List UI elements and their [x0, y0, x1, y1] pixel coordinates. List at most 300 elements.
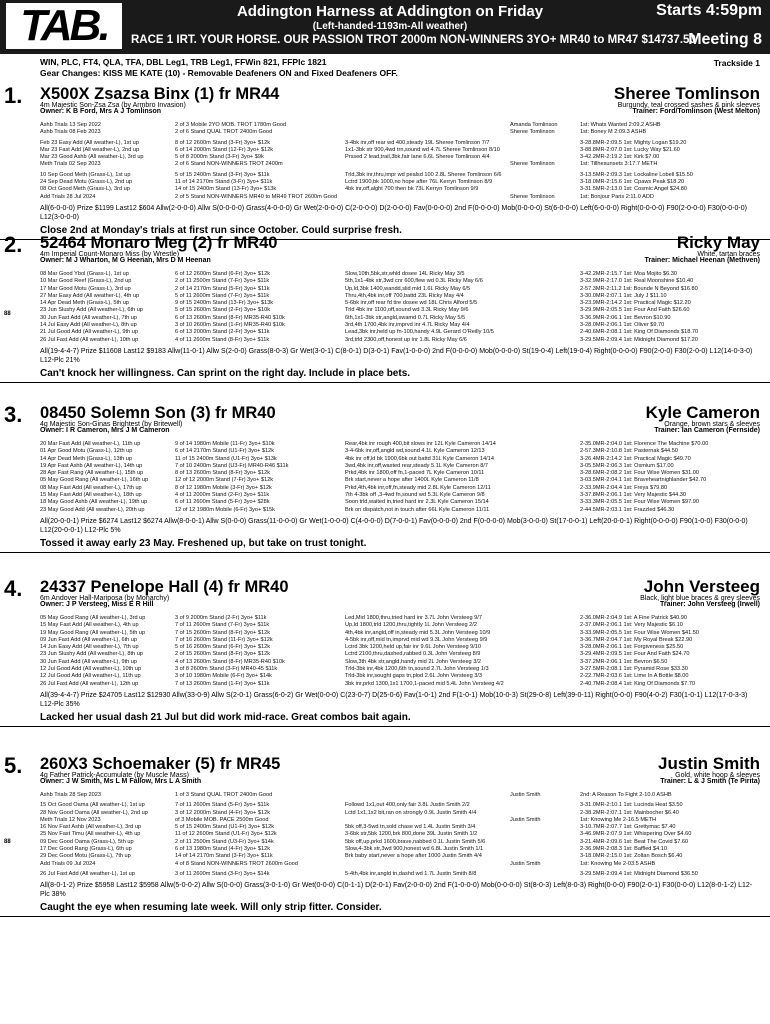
- form-run-comment: Up,ld,3bk 1400,wandd,slid mid 1.6L Ricky May 6/5: [345, 285, 471, 292]
- form-run-comment: Prkd,4th,4bk inr,off,fn,steady mid 2.8L Kyle Cameron 12/11: [345, 484, 491, 491]
- form-run-comment: Trld,3bk inr,thru,impr wd pealsd 100 2.8L Sheree Tomlinson 6/6: [345, 171, 502, 178]
- form-meeting: 12 Jul Good Add (All weather-L), 11th up: [40, 673, 141, 680]
- form-meeting: 30 Jun Fast Add (All weather-L), 7th up: [40, 314, 138, 321]
- form-run-comment: 6th,1x1-3bk str,angld,swamd 0.7L Ricky May 5/5: [345, 314, 466, 321]
- form-meeting: 25 Nov Fast Timu (All weather-L), 4th up: [40, 831, 141, 838]
- form-row: [40, 329, 770, 336]
- runner-number: 4.: [4, 576, 23, 601]
- form-run-comment: 5bk off,up,prkd 1600,brave,nabbed 0.1L Justin Smith 5/6: [345, 838, 486, 845]
- form-row: [40, 615, 770, 622]
- bet-types: WIN, PLC, FT4, QLA, TFA, DBL Leg1, TRB Leg1, FFWin 821, FFPlc 1821: [40, 57, 327, 67]
- breeding: 4m Imperial Count-Monaro Miss (by Wrestle): [40, 251, 180, 258]
- form-placing: 4 of 8 Stand NON-WINNERS TROT 2600m Good: [175, 860, 298, 867]
- career-stats: All(8-0-1-2) Prize $5958 Last12 $5958 Allw(5-0-0-2) Allw S(0-0-0) Grass(3-0-1-0) Gr Wet(0-0-0) C(0-1-1) D(2-0-1) Fav(2-0-0-0) 2nd F(1-0-0-0) Mob(0-0-0-0) St(8-0-3) Left(8-0-3) Right(0-0-0) F90(2-0-1) F30(0-0-0) L12(8-0-1-2) L12-Plc 38%: [40, 882, 753, 899]
- form-run-comment: Prssed 2 lead,trail,3bk,fair lane 6.6L Sheree Tomlinson 4/4: [345, 154, 490, 161]
- form-row: [40, 463, 770, 470]
- form-run-comment: Slow,4-3bk str,3wd 900,honest wd 6.8L Justin Smith 1/1: [345, 846, 484, 853]
- divider: [0, 382, 770, 383]
- form-run-comment: Brk baby start,never a hope after 1000 Justin Smith 4/4: [345, 853, 482, 860]
- trainer: Trainer: Michael Heenan (Methven): [644, 257, 760, 264]
- form-time-winner: 3-28.0MR-2:06.1 1st: Oliver $9.70: [580, 322, 665, 329]
- form-driver: Sheree Tomlinson: [510, 129, 555, 136]
- form-placing: of 3 Mobile MOB. PACE 2500m Good: [175, 816, 269, 823]
- form-run-comment: 4th,4bk inr,angld,off in,steady mid 5.3L John Versteeg 10/9: [345, 629, 491, 636]
- form-placing: 3 of 11 2600m Stand (3-Fr) 3yo+ $14k: [175, 870, 270, 877]
- runner-name: 24337 Penelope Hall (4) fr MR40: [40, 578, 289, 596]
- form-run-comment: 4-5bk inr,off,mid tn,imprvd mid wd 9.3L John Versteeg 9/9: [345, 636, 488, 643]
- runner-number: 2.: [4, 232, 23, 257]
- form-run-comment: Followd 1x1,out 400,only fair 3.8L Justin Smith 2/2: [345, 802, 470, 809]
- form-time-winner: 3-33.9MR-2:05.5 1st: Four Wise Women $41.50: [580, 629, 699, 636]
- owner: Owner: J P Versteeg, Miss E R Hill: [40, 601, 154, 608]
- form-meeting: Add Trials 09 Jul 2024: [40, 860, 96, 867]
- form-row: [40, 322, 770, 329]
- owner: Owner: M J Wharton, M G Heenan, Mrs D M Heenan: [40, 257, 211, 264]
- form-row: [40, 802, 770, 809]
- form-meeting: Feb 23 Easy Add (All weather-L), 1st up: [40, 139, 139, 146]
- form-marker: 88: [4, 839, 11, 846]
- form-time-winner: 3-42.2MR-2:15.7 1st: Moa Mojito $6.30: [580, 271, 678, 277]
- form-placing: 14 of 14 2170m Stand (3-Fr) 3yo+ $11k: [175, 853, 273, 860]
- form-run-comment: Soon trld,waited in,tried hard inr 2.3L Kyle Cameron 15/14: [345, 499, 489, 506]
- form-run-comment: 3-4bk inr,off rear wd 400,steady 19L Sheree Tomlinson 7/7: [345, 139, 490, 146]
- form-time-winner: 2nd: A Reason To Fight 2-10.0 ASHB: [580, 792, 672, 798]
- form-placing: 2 of 5 Stand NON-WINNERS MR40 to MR49 TROT 2600m Good: [175, 193, 338, 200]
- form-meeting: Ashb Trials 08 Feb 2023: [40, 129, 101, 136]
- form-time-winner: 2-57.3MR-2:11.2 1st: Bounde N Beyond $16.80: [580, 285, 698, 292]
- form-time-winner: 2-35.0MR-2:04.0 1st: Florence The Machine $70.00: [580, 441, 709, 447]
- driver-name: John Versteeg: [643, 577, 760, 596]
- form-placing: 2 of 6 Stand NON-WINNERS TROT 2400m: [175, 161, 283, 168]
- form-meeting: 19 Apr Fast Ashb (All weather-L), 14th up: [40, 462, 143, 469]
- form-placing: 5 of 15 2400m Stand (U1-Fr) 3yo+ $12k: [175, 824, 275, 831]
- racing-colours: Orange, brown stars & sleeves: [664, 421, 760, 428]
- form-placing: 11 of 12 2600m Stand (U1-Fr) 3yo+ $12k: [175, 831, 277, 838]
- form-row: [40, 673, 770, 680]
- trainer: Trainer: L & J Smith (Te Pirita): [660, 778, 760, 785]
- form-meeting: 29 Dec Good Motu (Grass-L), 7th up: [40, 853, 131, 860]
- breeding: 4m Majestic Son-Zsa Zsa (by Armbro Invasion): [40, 102, 186, 109]
- form-time-winner: 2-44.5MR-2:03.1 1st: Frazzled $46.30: [580, 506, 675, 513]
- runner-number: 1.: [4, 83, 23, 108]
- trackside-channel: Trackside 1: [713, 58, 760, 68]
- form-placing: 5 of 15 2400m Stand (3-Fr) 3yo+ $11k: [175, 171, 270, 178]
- tipster-comment: Close 2nd at Monday's trials at first run since October. Could surprise fresh.: [40, 225, 402, 236]
- form-placing: 3 of 9 2000m Stand (2-Fr) 3yo+ $11k: [175, 615, 267, 621]
- form-meeting: 01 Apr Good Motu (Grass-L), 12th up: [40, 448, 133, 455]
- form-placing: 4 of 11 2000m Stand (2-Fr) 3yo+ $11k: [175, 492, 270, 499]
- form-run-comment: Prkd,4bk inr 1800,off fn,1-paced 7L Kyle Cameron 10/11: [345, 470, 485, 477]
- form-meeting: 17 Dec Good Rang (Grass-L), 6th up: [40, 846, 132, 853]
- form-row: [40, 824, 770, 831]
- form-placing: 7 of 13 2600m Stand (1-Fr) 3yo+ $11k: [175, 680, 270, 687]
- form-placing: 5 of 16 2600m Stand (6-Fr) 3yo+ $12k: [175, 644, 270, 651]
- form-time-winner: 3-27.5MR-2:08.1 1st: Pyramid Rose $33.30: [580, 666, 688, 673]
- owner: Owner: J W Smith, Ms L M Fallow, Mrs L A Smith: [40, 778, 202, 785]
- form-time-winner: 3-13.5MR-2:09.3 1st: Lockaline Lobell $15.50: [580, 171, 693, 178]
- form-placing: 9 of 14 1980m Mobile (11-Fr) 3yo+ $10k: [175, 441, 275, 447]
- form-row: [40, 315, 770, 322]
- form-run-comment: 3rd,trld 2300,off,honest up inr 1.8L Ricky May 6/6: [345, 336, 467, 343]
- form-row: [40, 448, 770, 455]
- form-time-winner: 2-40.7MR-2:08.4 1st: King Of Diamonds $7.70: [580, 680, 696, 687]
- form-time-winner: 3-37.2MR-2:06.1 1st: Bevron $6.50: [580, 658, 668, 665]
- runner-name: 08450 Solemn Son (3) fr MR40: [40, 404, 276, 422]
- form-row: [40, 644, 770, 651]
- career-stats: All(39-4-4-7) Prize $24705 Last12 $12930 Allw(33-0-9) Allw S(2-0-1) Grass(6-0-2) Gr Wet(0-0-0) C(23-0-7) D(25-0-6) Fav(1-0-1) 2nd F(1-0-1) Mob(10-0-3) St(29-0-8) Left(39-0-11) Right(0-0-0) F90(4-0-2) F30(1-0-1) L12(17-0-3-3) L12-Plc 35%: [40, 692, 748, 708]
- form-time-winner: 3-21.4MR-2:09.6 1st: Beat The Covid $7.60: [580, 838, 689, 845]
- form-row: [40, 293, 770, 300]
- form-row: [40, 186, 770, 193]
- form-time-winner: 3-29.9MR-2:05.5 1st: Four And Faith $26.60: [580, 307, 690, 314]
- form-row: [40, 140, 770, 147]
- form-time-winner: 1st: Knowing Me 2-03.5 ASHB: [580, 860, 656, 867]
- form-row: [40, 271, 770, 278]
- form-row: [40, 499, 770, 506]
- form-row: [40, 470, 770, 477]
- form-time-winner: 2-40.6MR-2:08.1 1st: King Of Diamonds $18.70: [580, 329, 699, 336]
- form-time-winner: 3-23.9MR-2:14.2 1st: Practical Magic $12.20: [580, 300, 691, 307]
- racing-colours: Gold, white hoop & sleeves: [675, 772, 760, 779]
- form-time-winner: 2-36.9MR-2:08.3 1st: Baffled $4.10: [580, 846, 667, 853]
- form-run-comment: 5th,1x1-4bk str,3wd cnr 600,flew wd 0.3L Ricky May 6/6: [345, 278, 483, 285]
- meeting-title: Addington Harness at Addington on Friday: [236, 3, 544, 20]
- form-row: [40, 810, 770, 817]
- form-row: [40, 300, 770, 307]
- form-placing: 2 of 3 Mobile 2YO MOB. TROT 1780m Good: [175, 122, 287, 128]
- tipster-comment: Lacked her usual dash 21 Jul but did work mid-race. Great combos bait again.: [40, 712, 411, 723]
- runner-name: X500X Zsazsa Binx (1) fr MR44: [40, 85, 280, 103]
- driver-name: Ricky May: [676, 233, 760, 252]
- form-time-winner: 3-46.9MR-2:07.9 1st: Whispering Over $4.60: [580, 831, 692, 838]
- form-run-comment: Trld-3bk inr,4bk 1200,6th tn,sound 2.7L John Versteeg 1/3: [345, 666, 489, 673]
- form-placing: 7 of 11 2600m Stand (7-Fr) 3yo+ $11k: [175, 622, 270, 629]
- tipster-comment: Tossed it away early 23 May. Freshened up, but take on trust tonight.: [40, 538, 367, 549]
- form-row: [40, 161, 770, 168]
- form-placing: 3 of 8 2600m Stand (3-Fr) MR40-45 $11k: [175, 666, 278, 673]
- form-row: [40, 792, 770, 799]
- form-meeting: 28 Nov Good Oama (All weather-L), 2nd up: [40, 809, 148, 816]
- form-run-comment: 5-4th,4bk inr,angld tn,dashd wd 1.7L Justin Smith 8/8: [345, 870, 477, 877]
- form-row: [40, 286, 770, 293]
- form-run-comment: Slow,10th,5bk,str,whld dosee 14L Ricky May 3/5: [345, 271, 465, 277]
- form-placing: 7 of 10 2400m Stand (U3-Fr) MR40-R46 $11k: [175, 462, 289, 469]
- career-stats: All(20-0-0-1) Prize $6274 Last12 $6274 Allw(8-0-0-1) Allw S(0-0-0) Grass(11-0-0-0) Gr Wet(1-0-0-0) C(4-0-0-0) D(7-0-0-1) Fav(0-0-0-0) 2nd F(0-0-0-0) Mob(3-0-0-0) St(17-0-0-1) Left(20-0-0-1) Right(0-0-0-0) F90(1-0-0) F30(0-0-0) L12(20-0-0-1) L12-Plc 5%: [40, 518, 748, 534]
- form-time-winner: 3-28.6MR-2:08.2 1st: Four Wise Women $31.00: [580, 470, 699, 477]
- form-meeting: 14 Apr Dead Meth (Grass-L), 5th up: [40, 300, 129, 307]
- form-placing: 9 of 15 2400m Stand (13-Fr) 3yo+ $13k: [175, 300, 274, 307]
- form-meeting: 08 Oct Good Meth (Grass-L), 3rd up: [40, 186, 130, 193]
- form-meeting: 27 Mar Easy Add (All weather-L), 4th up: [40, 292, 140, 299]
- form-time-winner: 3-18.0MR-2:15.6 1st: Cpaws Peak $18.20: [580, 179, 685, 186]
- form-time-winner: 3-31.0MR-2:10.1 1st: Lucinda Heat $3.50: [580, 802, 683, 809]
- form-row: [40, 456, 770, 463]
- form-placing: 2 of 15 2600m Stand (8-Fr) 3yo+ $12k: [175, 651, 270, 658]
- form-placing: 1 of 3 Stand QUAL TROT 2400m Good: [175, 792, 273, 798]
- form-meeting: 23 Jun Slushy Add (All weather-L), 6th up: [40, 307, 143, 314]
- form-row: [40, 194, 770, 201]
- form-meeting: 09 Jun Fast Add (All weather-L), 6th up: [40, 636, 138, 643]
- form-meeting: 26 Jul Fast Add (All weather-L), 12th up: [40, 680, 139, 687]
- form-run-comment: Lctrd 1900,bk 1000,no hope after 76L Kerryn Tomlinson 8/9: [345, 179, 493, 186]
- form-time-winner: 3-33.3MR-2:05.5 1st: Four Wise Women $97.90: [580, 499, 699, 506]
- form-row: [40, 337, 770, 344]
- form-time-winner: 3-32.9MR-2:17.0 1st: Real Moonshine $10.40: [580, 278, 694, 285]
- form-lines: [40, 122, 770, 201]
- form-meeting: 26 Jul Fast Add (All weather-L), 10th up: [40, 336, 139, 343]
- form-meeting: Mar 23 Fast Add (All weather-L), 2nd up: [40, 146, 140, 153]
- form-meeting: 24 Sep Dead Motu (Grass-L), 2nd up: [40, 179, 133, 186]
- form-meeting: Mar 23 Good Ashb (All weather-L), 3rd up: [40, 154, 144, 161]
- form-run-comment: 7th 4-3bk off ,3-4wd fn,sound wd 5.3L Kyle Cameron 9/8: [345, 492, 485, 499]
- racing-colours: Burgundy, teal crossed sashes & pink sleeves: [617, 102, 760, 109]
- form-meeting: 18 May Good Ashb (All weather-L), 19th up: [40, 499, 148, 506]
- form-placing: 4 of 11 2600m Stand (8-Fr) 3yo+ $11k: [175, 336, 270, 343]
- form-row: [40, 154, 770, 161]
- breeding: 4g Majestic Son-Ginas Brightest (by Britewell): [40, 421, 183, 428]
- form-meeting: 08 Mar Good Ybol (Grass-L), 1st up: [40, 271, 129, 277]
- form-time-winner: 3-30.0MR-2:07.1 1st: July J $11.10: [580, 292, 667, 299]
- form-driver: Justin Smith: [510, 860, 541, 867]
- driver-name: Kyle Cameron: [645, 403, 760, 422]
- form-time-winner: 3-88.8MR-2:07.0 1st: Lucky Way $21.60: [580, 146, 680, 153]
- form-time-winner: 3-29.4MR-2:09.5 1st: Four And Faith $24.70: [580, 651, 690, 658]
- form-row: [40, 129, 770, 136]
- form-meeting: 19 May Good Rang (All weather-L), 5th up: [40, 629, 146, 636]
- form-driver: Sheree Tomlinson: [510, 193, 555, 200]
- form-time-winner: 3-36.7MR-2:04.7 1st: My Royal Break $22.90: [580, 636, 693, 643]
- form-time-winner: 3-03.5MR-2:04.1 1st: Braveheartnighlander $42.70: [580, 477, 707, 484]
- form-driver: Justin Smith: [510, 816, 541, 823]
- form-run-comment: 1x1-3bk str 900,4wd trn,sound wd 4.7L Sheree Tomlinson 8/10: [345, 146, 500, 153]
- divider: [0, 552, 770, 553]
- form-row: [40, 477, 770, 484]
- form-row: [40, 630, 770, 637]
- form-placing: 2 of 14 2170m Stand (5-Fr) 3yo+ $11k: [175, 285, 270, 292]
- form-placing: 6 of 13 2600m Stand (8-Fr) MR35-R40 $10k: [175, 314, 285, 321]
- career-stats: All(19-4-4-7) Prize $11608 Last12 $9183 Allw(11-0-1) Allw S(2-0-0) Grass(8-0-3) Gr Wet(3-0-1) C(8-0-1) D(3-0-1) Fav(1-0-0-0) 2nd F(0-0-0-0) Mob(0-0-0-0) St(19-0-4) Left(19-0-4) Right(0-0-0-0) F90(2-0-0) F30(2-0-0) L12(14-0-3-0) L12-Plc 21%: [40, 348, 753, 364]
- form-meeting: Meth Trials 02 Sep 2023: [40, 161, 101, 168]
- tipster-comment: Caught the eye when resuming late week. Will only strip fitter. Consider.: [40, 902, 382, 914]
- form-meeting: 10 Sep Good Meth (Grass-L), 1st up: [40, 171, 131, 178]
- form-meeting: 26 Jul Fast Add (All weather-L), 1st up: [40, 870, 135, 877]
- form-time-winner: 3-31.5MR-2:13.0 1st: Cosmic Angel $24.80: [580, 186, 687, 193]
- form-time-winner: 3-26.4MR-2:14.2 1st: Practical Magic $49.70: [580, 455, 691, 462]
- career-stats: All(6-0-0-0) Prize $1199 Last12 $604 Allw(2-0-0-0) Allw S(0-0-0-0) Grass(4-0-0-0) Gr Wet(2-0-0-0) C(2-0-0-0) D(2-0-0-0) Fav(0-0-0-0) 2nd F(0-0-0-0) Mob(0-0-0-0) St(6-0-0-0) Left(6-0-0-0) Right(0-0-0-0) F90(2-0-0-0) F30(0-0-0-0) L12(3-0-0-0): [40, 205, 747, 221]
- breeding: 6m Andover Hall-Mariposa (by Monarchy): [40, 595, 170, 602]
- form-row: [40, 666, 770, 673]
- form-meeting: 05 May Good Rang (All weather-L), 3rd up: [40, 615, 146, 621]
- form-time-winner: 1st: Whats Wanted 2:09.2 ASHB: [580, 122, 661, 128]
- form-lines: [40, 441, 770, 514]
- form-run-comment: Lctd 1x1,1x2 bit,ran on strongly 0.9L Justin Smith 4/4: [345, 809, 477, 816]
- form-meeting: 08 May Fast Add (All weather-L), 17th up: [40, 484, 142, 491]
- form-run-comment: Led,Mid 1800,thru,tried hard inr 3.7L John Versteeg 9/7: [345, 615, 482, 621]
- form-time-winner: 3-28.8MR-2:09.5 1st: Mighty Logan $19.20: [580, 139, 687, 146]
- runner-number: 5.: [4, 753, 23, 778]
- form-time-winner: 1st: Bonjour Paris 2:11.0 ADD: [580, 193, 654, 200]
- form-row: [40, 659, 770, 666]
- form-lines: [40, 615, 770, 688]
- form-row: [40, 485, 770, 492]
- racing-colours: White, tartan braces: [697, 251, 760, 258]
- form-row: [40, 846, 770, 853]
- form-placing: 7 of 15 2600m Stand (8-Fr) 3yo+ $12k: [175, 629, 270, 636]
- form-lines: [40, 792, 770, 878]
- form-row: [40, 637, 770, 644]
- form-time-winner: 3-37.8MR-2:06.1 1st: Very Majestic $44.30: [580, 492, 687, 499]
- form-run-comment: Trld 4bk inr 1100,off,sound wd 3.3L Ricky May 9/6: [345, 307, 469, 314]
- form-run-comment: Brk start,never a hope after 1400L Kyle Cameron 11/8: [345, 477, 479, 484]
- form-run-comment: 4bk inr,off,alght 700 then bk 73L Kerryn Tomlinson 9/9: [345, 186, 479, 193]
- runner-name: 260X3 Schoemaker (5) fr MR45: [40, 755, 281, 773]
- form-time-winner: 2-38.2MR-2:07.1 1st: Mainbocher $6.40: [580, 809, 679, 816]
- form-run-comment: Lead,3bk inr,held up fn-100,handy 4.9L Gerard O'Reilly 10/5: [345, 329, 494, 336]
- form-driver: Justin Smith: [510, 792, 541, 798]
- form-run-comment: 3wd,4bk inr,off,wasted rear,steady 5.1L Kyle Cameron 8/7: [345, 462, 489, 469]
- form-meeting: Meth Trials 12 Nov 2023: [40, 816, 101, 823]
- runner-number: 3.: [4, 402, 23, 427]
- form-row: [40, 172, 770, 179]
- form-row: [40, 278, 770, 285]
- track-description: (Left-handed-1193m-All weather): [312, 21, 468, 32]
- form-lines: [40, 271, 770, 344]
- form-placing: 2 of 6 Stand QUAL TROT 2400m Good: [175, 129, 273, 136]
- form-row: [40, 492, 770, 499]
- form-run-comment: Lctrd 2100,thru,dashed,rabbed 0.3L John Versteeg 8/9: [345, 651, 481, 658]
- form-row: [40, 651, 770, 658]
- form-meeting: Add Trials 28 Jul 2024: [40, 193, 96, 200]
- form-meeting: 14 Jun Easy Add (All weather-L), 7th up: [40, 644, 139, 651]
- form-meeting: Ashb Trials 28 Sep 2023: [40, 792, 101, 798]
- tipster-comment: Can't knock her willingness. Can sprint on the right day. Include in place bets.: [40, 368, 411, 379]
- form-placing: 3 of 10 1980m Mobile (6-Fr) 3yo+ $14k: [175, 673, 272, 680]
- form-meeting: 14 Apr Dead Meth (Grass-L), 13th up: [40, 455, 133, 462]
- form-time-winner: 3-05.5MR-2:06.3 1st: Osmium $17.00: [580, 462, 674, 469]
- form-time-winner: 1st: Tillhesunsets 3:17.7 METH: [580, 161, 658, 168]
- trainer: Trainer: John Versteeg (Irwell): [660, 601, 760, 608]
- form-row: [40, 179, 770, 186]
- form-run-comment: Lctrd 3bk 1200,held up,fair inr 9.6L John Versteeg 9/10: [345, 644, 482, 651]
- form-row: [40, 831, 770, 838]
- form-row: [40, 122, 770, 129]
- form-placing: 2 of 11 2500m Stand (7-Fr) 3yo+ $11k: [175, 278, 270, 285]
- form-run-comment: Slow,3th 4bk str,angld,handy mid 2L John Versteeg 3/2: [345, 658, 481, 665]
- form-run-comment: Up,ld 1800,trld 1200,thru,tightly 1L John Versteeg 2/2: [345, 622, 477, 629]
- owner: Owner: K B Ford, Mrs A J Tomlinson: [40, 108, 162, 115]
- form-meeting: 23 May Good Add (All weather-L), 20th up: [40, 506, 145, 513]
- form-meeting: 10 Mar Good Reef (Grass-L), 2nd up: [40, 278, 132, 285]
- form-run-comment: 4bk inr off,ld bk 1900,6bk out battd 31L Kyle Cameron 14/14: [345, 455, 494, 462]
- divider: [0, 916, 770, 917]
- form-time-winner: 3-10.7MR-2:07.7 1st: Grettymac $7.40: [580, 824, 676, 831]
- race-name: RACE 1 IRT. YOUR HORSE. OUR PASSION TROT 2000m NON-WINNERS 3YO+ MR40 to MR47 $14737.50: [131, 34, 696, 46]
- form-meeting: 05 May Good Rang (All weather-L), 16th up: [40, 477, 149, 484]
- form-placing: 6 of 12 2600m Stand (6-Fr) 3yo+ $12k: [175, 271, 270, 277]
- form-run-comment: Brk on dispatch,not in touch after 66L Kyle Cameron 11/11: [345, 506, 490, 513]
- race-header: [0, 0, 770, 54]
- form-placing: 8 of 12 1980m Mobile (3-Fr) 3yo+ $12k: [175, 484, 272, 491]
- form-placing: 12 of 12 2000m Stand (7-Fr) 3yo+ $12k: [175, 477, 274, 484]
- form-run-comment: 3rd,4th 1700,4bk inr,imprvd inr 4.7L Ricky May 4/4: [345, 322, 470, 329]
- form-time-winner: 2-37.0MR-2:06.1 1st: Very Majestic $6.10: [580, 622, 683, 629]
- form-time-winner: 1st: Boney M 2:09.3 ASHB: [580, 129, 647, 136]
- form-time-winner: 2-22.7MR-2:03.6 1st: Lime In A Bottle $8.00: [580, 673, 689, 680]
- form-row: [40, 853, 770, 860]
- form-placing: 11 of 15 2400m Stand (U1-Fr) 3yo+ $13k: [175, 455, 277, 462]
- meeting-number: Meeting 8: [688, 31, 762, 48]
- form-row: [40, 307, 770, 314]
- form-time-winner: 3-42.2MR-2:19.2 1st: Kirk $7.00: [580, 154, 660, 161]
- form-row: [40, 817, 770, 824]
- form-row: [40, 681, 770, 688]
- form-placing: 8 of 13 2600m Stand (8-Fr) 3yo+ $12k: [175, 470, 270, 477]
- trainer: Trainer: Ford/Tomlinson (West Melton): [632, 108, 760, 115]
- form-meeting: 30 Jun Fast Add (All weather-L), 9th up: [40, 658, 138, 665]
- form-row: [40, 441, 770, 448]
- form-run-comment: Trld-3bk inr,sought gaps tn,plod 2.6L John Versteeg 3/3: [345, 673, 483, 680]
- form-placing: 11 of 14 2170m Stand (3-Fr) 3yo+ $11k: [175, 179, 273, 186]
- breeding: 4g Father Patrick-Accumulate (by Muscle Mass): [40, 772, 189, 779]
- form-meeting: 15 May Fast Add (All weather-L), 4th up: [40, 622, 139, 629]
- form-placing: 12 of 12 1980m Mobile (6-Fr) 3yo+ $15k: [175, 506, 275, 513]
- form-meeting: 09 Dec Good Oama (Grass-L), 5th up: [40, 838, 134, 845]
- form-placing: 6 of 11 2600m Stand (5-Fr) 3yo+ $28k: [175, 499, 270, 506]
- form-row: [40, 861, 770, 868]
- form-time-winner: 3-29.5MR-2:09.4 1st: Midnight Diamond $17.20: [580, 336, 698, 343]
- form-run-comment: 5-6bk inr,off rear fd tire dosee wd 18L Chris Alford 5/5: [345, 300, 478, 307]
- driver-name: Justin Smith: [657, 754, 760, 773]
- form-meeting: 23 Jun Slushy Add (All weather-L), 8th up: [40, 651, 143, 658]
- form-time-winner: 2-33.9MR-2:04.4 1st: Freya $79.80: [580, 484, 668, 491]
- form-meeting: 28 Apr Fast Rang (All weather-L), 15th up: [40, 470, 144, 477]
- form-marker: 88: [4, 311, 11, 318]
- form-row: [40, 871, 770, 878]
- form-time-winner: 3-36.9MR-2:06.1 1st: Bevron $10.90: [580, 314, 671, 321]
- form-meeting: Ashb Trials 13 Sep 2022: [40, 122, 101, 128]
- form-placing: 5 of 11 2600m Stand (7-Fr) 3yo+ $11k: [175, 292, 270, 299]
- form-row: [40, 622, 770, 629]
- runner-name: 52464 Monaro Meg (2) fr MR40: [40, 234, 278, 252]
- form-meeting: 21 Jul Good Add (All weather-L), 9th up: [40, 329, 138, 336]
- form-placing: 6 of 13 1980m Stand (4-Fr) 3yo+ $12k: [175, 846, 270, 853]
- tab-logo: TAB.: [6, 3, 122, 49]
- form-run-comment: 3-4-6bk inr,off,angld wd,sound 4.1L Kyle Cameron 12/13: [345, 448, 485, 455]
- form-row: [40, 507, 770, 514]
- form-driver: Sheree Tomlinson: [510, 161, 555, 168]
- form-time-winner: 3-18.0MR-2:15.0 1st: Zoltan Bosch $6.40: [580, 853, 683, 860]
- form-meeting: 16 Nov Fast Ashb (All weather-L), 3rd up: [40, 824, 142, 831]
- form-meeting: 14 Jul Easy Add (All weather-L), 8th up: [40, 322, 137, 329]
- form-placing: 14 of 15 2400m Stand (13-Fr) 3yo+ $13k: [175, 186, 277, 193]
- trainer: Trainer: Ian Cameron (Fernside): [654, 427, 760, 434]
- form-run-comment: Rear,4bk inr rough 400,bit slows inr 12L Kyle Cameron 14/14: [345, 441, 496, 447]
- owner: Owner: I R Cameron, Mrs J M Cameron: [40, 427, 170, 434]
- divider: [0, 726, 770, 727]
- form-run-comment: 3bk inr,prkd 1300,1x1 1700,1-paced mid 5.4L John Versteeg 4/2: [345, 680, 504, 687]
- form-placing: 5 of 8 2000m Stand (3-Fr) 3yo+ $9k: [175, 154, 264, 161]
- form-placing: 4 of 13 2600m Stand (8-Fr) MR35-R40 $10k: [175, 658, 285, 665]
- gear-changes: Gear Changes: KISS ME KATE (10) - Removable Deafeners ON and Fixed Deafeners OFF.: [40, 68, 398, 78]
- racing-colours: Black, light blue braces & grey sleeves: [640, 595, 760, 602]
- form-placing: 3 of 10 2600m Stand (1-Fr) MR35-R40 $10k: [175, 322, 285, 329]
- form-placing: 5 of 15 2600m Stand (2-Fr) 3yo+ $10k: [175, 307, 270, 314]
- form-time-winner: 3-29.5MR-2:09.4 1st: Midnight Diamond $36.50: [580, 870, 698, 877]
- form-row: [40, 147, 770, 154]
- form-time-winner: 2-57.3MR-2:10.8 1st: Pasternak $44.50: [580, 448, 678, 455]
- driver-name: Sheree Tomlinson: [613, 84, 760, 103]
- form-meeting: 15 Oct Good Oama (All weather-L), 1st up: [40, 802, 145, 809]
